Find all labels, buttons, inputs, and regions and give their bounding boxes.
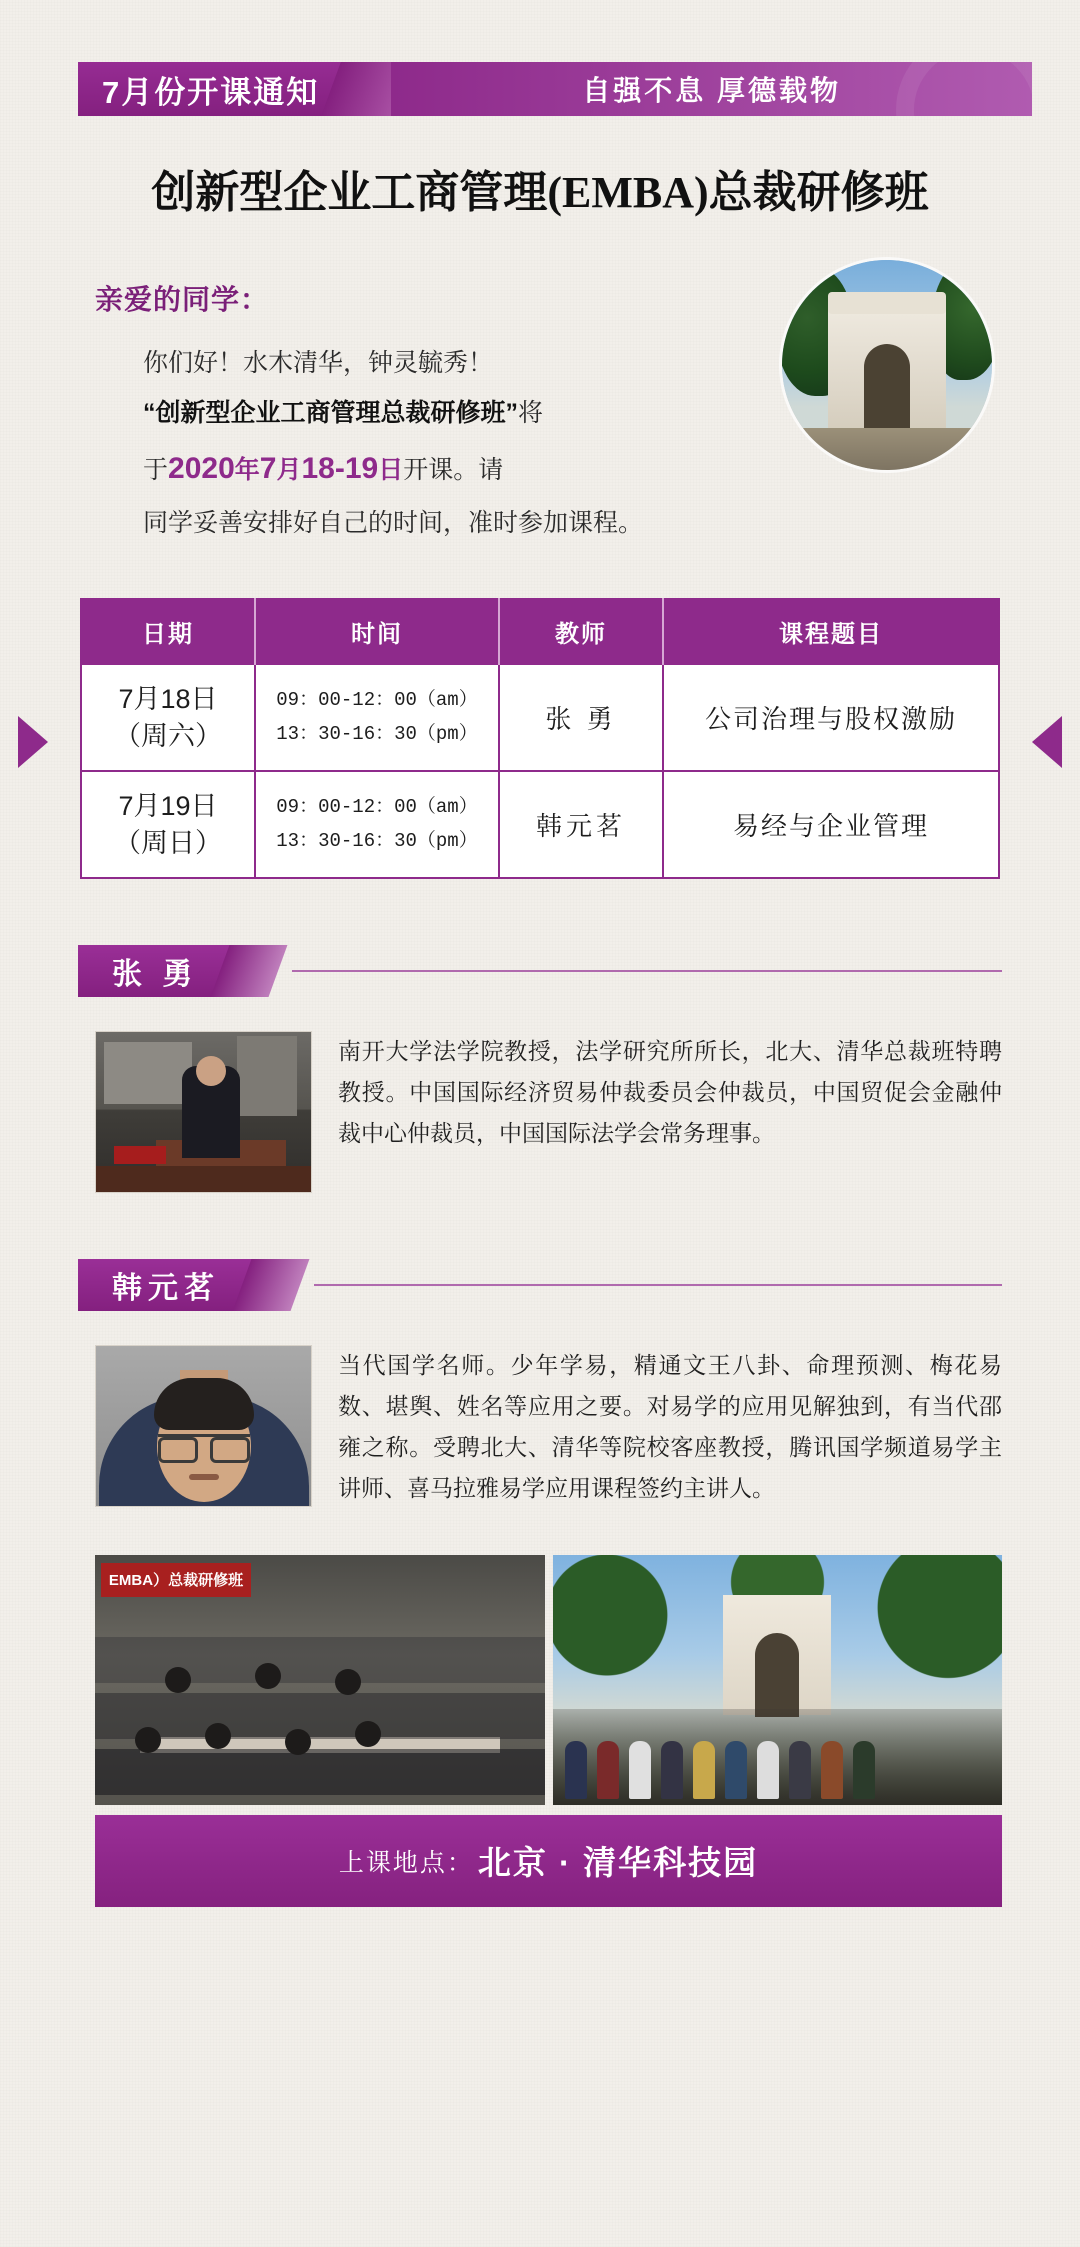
header-motto-text: 自强不息 厚德载物 bbox=[582, 75, 842, 106]
classroom-head bbox=[135, 1727, 161, 1753]
classroom-head bbox=[355, 1721, 381, 1747]
greeting-line-4: 同学妥善安排好自己的时间，准时参加课程。 bbox=[143, 509, 644, 537]
glasses-icon bbox=[158, 1434, 250, 1459]
greeting-year-unit: 年 bbox=[234, 455, 260, 484]
group-person bbox=[853, 1741, 875, 1799]
schedule-section bbox=[0, 598, 1080, 879]
schedule-col-date: 日期 bbox=[81, 599, 255, 664]
venue-label: 上课地点： bbox=[338, 1848, 474, 1877]
greeting-line-1: 你们好！水木清华，钟灵毓秀！ bbox=[143, 349, 494, 377]
cell-date-line1: 7月18日 bbox=[118, 684, 218, 715]
photo-gallery bbox=[95, 1555, 1002, 1805]
speaker-1-name: 张 勇 bbox=[78, 945, 232, 997]
venue-value: 北京 · 清华科技园 bbox=[477, 1844, 759, 1882]
speaker-2-photo bbox=[95, 1345, 312, 1507]
schedule-header-row bbox=[81, 599, 999, 664]
classroom-seat-row bbox=[95, 1749, 545, 1795]
bottom-spacer bbox=[0, 1907, 1080, 1967]
speaker-2-bio-text: 当代国学名师。少年学易，精通文王八卦、命理预测、梅花易数、堪舆、姓名等应用之要。对易学的应用见解独到，有当代邵雍之称。受聘北大、清华等院校客座教授，腾讯国学频道易学主讲师、喜马拉雅易学应用课程签约主讲人。 bbox=[338, 1352, 1002, 1501]
cell-date-line2: （周日） bbox=[114, 827, 222, 858]
speaker-1-tab bbox=[78, 945, 1080, 997]
cell-time-am: 09：00-12：00（am） bbox=[276, 689, 478, 712]
greeting-days: 18-19 bbox=[301, 451, 379, 485]
header-band bbox=[78, 62, 1032, 116]
speaker-section-2 bbox=[0, 1259, 1080, 1509]
classroom-head bbox=[165, 1667, 191, 1693]
cell-topic: 公司治理与股权激励 bbox=[663, 664, 999, 771]
group-person bbox=[821, 1741, 843, 1799]
header-left-title: 7月份开课通知 bbox=[78, 62, 345, 116]
cell-time-pm: 13：30-16：30（pm） bbox=[276, 829, 478, 852]
group-person bbox=[597, 1741, 619, 1799]
group-person bbox=[725, 1741, 747, 1799]
speaker-1-rule bbox=[292, 970, 1002, 972]
greeting-course-name: “创新型企业工商管理总裁研修班” bbox=[143, 399, 519, 428]
table-row bbox=[81, 771, 999, 878]
group-person bbox=[789, 1741, 811, 1799]
greeting-date-prefix: 于 bbox=[143, 455, 169, 484]
schedule-col-time: 时间 bbox=[255, 599, 499, 664]
classroom-head bbox=[285, 1729, 311, 1755]
group-person bbox=[661, 1741, 683, 1799]
cell-teacher: 张 勇 bbox=[499, 664, 663, 771]
header-circle-decor bbox=[896, 62, 1032, 116]
greeting-month-unit: 月 bbox=[276, 455, 302, 484]
speaker-2-name: 韩元茗 bbox=[78, 1259, 254, 1311]
classroom-banner: EMBA）总裁研修班 bbox=[101, 1563, 251, 1597]
header-motto bbox=[391, 62, 1032, 116]
table-row bbox=[81, 664, 999, 771]
classroom-head bbox=[255, 1663, 281, 1689]
venue-footer bbox=[95, 1815, 1002, 1907]
greeting-year: 2020 bbox=[168, 451, 235, 485]
cell-time-pm: 13：30-16：30（pm） bbox=[276, 722, 478, 745]
portrait-hair bbox=[154, 1378, 254, 1430]
speaker-2-bio-row bbox=[95, 1345, 1002, 1509]
greeting-line-2 bbox=[95, 390, 655, 436]
cell-date-line1: 7月19日 bbox=[118, 791, 218, 822]
schedule-table bbox=[80, 598, 1000, 879]
classroom-head bbox=[205, 1723, 231, 1749]
schedule-col-teacher: 教师 bbox=[499, 599, 663, 664]
gallery-photo-group bbox=[553, 1555, 1003, 1805]
classroom-head bbox=[335, 1669, 361, 1695]
cell-time-am: 09：00-12：00（am） bbox=[276, 796, 478, 819]
greeting-line-3 bbox=[95, 441, 655, 497]
speaker-2-rule bbox=[314, 1284, 1002, 1286]
campus-gate-photo bbox=[782, 260, 992, 470]
group-photo-gate bbox=[723, 1595, 831, 1715]
greeting-line2-tail: 将 bbox=[518, 399, 544, 428]
speaker-1-bio-text: 南开大学法学院教授，法学研究所所长，北大、清华总裁班特聘教授。中国国际经济贸易仲裁委员会仲裁员，中国贸促会金融仲裁中心仲裁员，中国国际法学会常务理事。 bbox=[338, 1038, 1002, 1146]
cell-date bbox=[81, 664, 255, 771]
cell-date-line2: （周六） bbox=[114, 720, 222, 751]
arrow-left-icon bbox=[18, 716, 48, 768]
photo-red-sign bbox=[114, 1146, 166, 1164]
group-person bbox=[693, 1741, 715, 1799]
greeting-section bbox=[0, 278, 1080, 546]
portrait-mouth bbox=[189, 1474, 219, 1480]
speaker-2-tab bbox=[78, 1259, 1080, 1311]
schedule-col-topic: 课程题目 bbox=[663, 599, 999, 664]
cell-topic: 易经与企业管理 bbox=[663, 771, 999, 878]
cell-date bbox=[81, 771, 255, 878]
classroom-seat-row bbox=[95, 1693, 545, 1739]
group-person bbox=[757, 1741, 779, 1799]
gallery-photo-classroom bbox=[95, 1555, 545, 1805]
greeting-day-unit: 日 bbox=[378, 455, 404, 484]
greeting-salutation: 亲爱的同学： bbox=[95, 284, 270, 315]
cell-teacher: 韩元茗 bbox=[499, 771, 663, 878]
photo-door bbox=[237, 1036, 297, 1116]
greeting-month: 7 bbox=[259, 451, 277, 485]
classroom-seat-row bbox=[95, 1637, 545, 1683]
greeting-body bbox=[95, 340, 655, 546]
speaker-1-bio-row bbox=[95, 1031, 1002, 1193]
group-person bbox=[565, 1741, 587, 1799]
greeting-line3-tail: 开课。请 bbox=[403, 455, 504, 484]
speaker-section-1 bbox=[0, 945, 1080, 1193]
photo-screen bbox=[104, 1042, 192, 1104]
photo-speaker-head bbox=[196, 1056, 226, 1086]
cell-time bbox=[255, 771, 499, 878]
photo-table bbox=[96, 1166, 311, 1192]
cell-time bbox=[255, 664, 499, 771]
speaker-1-photo bbox=[95, 1031, 312, 1193]
photo-ground bbox=[782, 428, 992, 470]
page-title: 创新型企业工商管理(EMBA)总裁研修班 bbox=[151, 168, 929, 217]
group-person bbox=[629, 1741, 651, 1799]
arrow-right-icon bbox=[1032, 716, 1062, 768]
